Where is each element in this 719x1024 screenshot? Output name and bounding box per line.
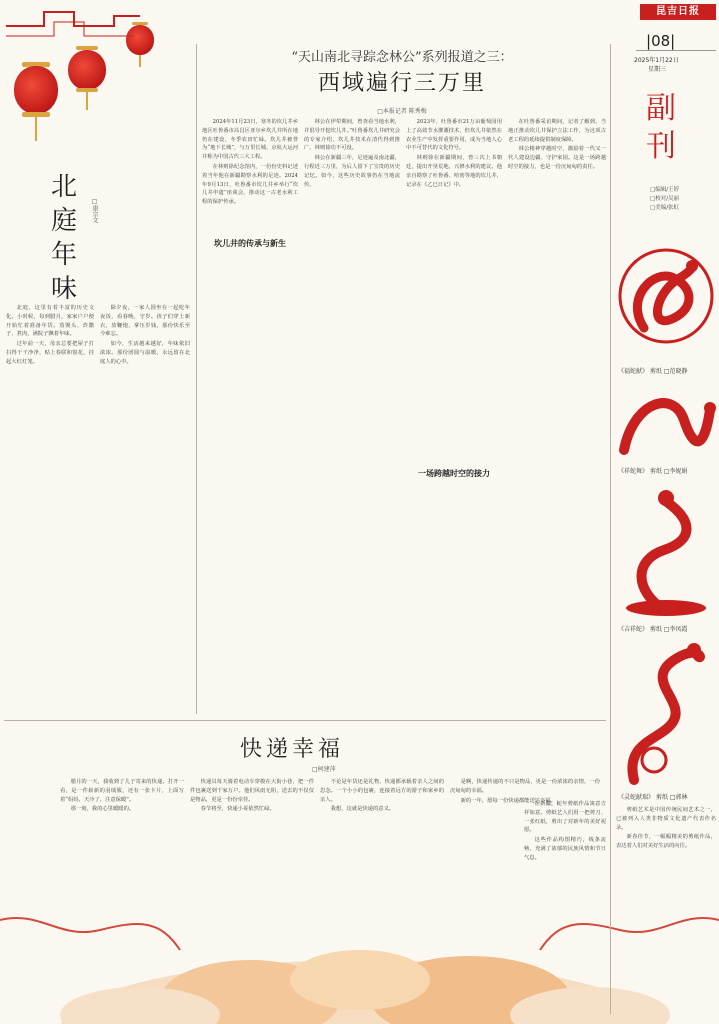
paragraph: 剪纸艺术是中国传统民间艺术之一，已被列入人类非物质文化遗产代表作名录。 (616, 807, 716, 831)
paragraph: 2024年11月23日，寒冬的坎儿井乡地区吐鲁番市高昌区亚尔乡坎儿井所在地仍在建设，冬季农田忙碌。坎儿井被誉为“地下长城”，与万里长城、京杭大运河并称为中国古代三大工程。 (202, 119, 298, 161)
paragraph: 林则徐在新疆期间，曾三次上书朝廷，提出开垦荒地、兴修水利的建议。他亲自勘察了吐鲁番、哈密等地的坎儿井，记录在《乙巳日记》中。 (406, 155, 502, 188)
decoration-clouds (0, 880, 719, 1024)
essay-title-beiting: 北庭年味 (50, 172, 77, 304)
essay1-column-1 (6, 304, 94, 724)
caption: 《吉祥蛇》 剪纸 □李凤霞 (618, 626, 688, 633)
editor-credits (650, 186, 679, 213)
paragraph: 过年前一天，母亲总要把屋子打扫得干干净净，贴上春联和窗花，挂起大红灯笼。 (6, 341, 94, 365)
caption: 《灵蛇献瑞》 剪纸 □郭林 (618, 794, 688, 801)
section-title: 副刊 (646, 91, 676, 164)
feature-column-4 (508, 118, 606, 708)
paragraph: 如今，生活越来越好，年味依旧浓浓。那份团圆与温暖，永远留在北庭人的心中。 (100, 341, 190, 365)
paragraph: 是啊，快递传递的不只是物品，更是一份浓浓的亲情，一份沉甸甸的幸福。 (450, 779, 600, 794)
editor-credit: □美编/张虹 (650, 205, 680, 211)
feature-subhead-1: 坎儿井的传承与新生 (214, 238, 286, 248)
paragraph: 林公在新疆三年，足迹遍及南北疆，行程近三万里，为后人留下了宝贵的历史记忆。如今，这些历史故事仍在当地流传。 (304, 155, 400, 188)
issue-weekday: 星期三 (648, 66, 667, 73)
paragraph: 这些作品构图精巧，线条流畅，充满了浓郁的民族风情和节日气息。 (524, 837, 606, 861)
paragraph: 林公在伊犁期间，曾查看当地水利，并倡导开挖坎儿井。”吐鲁番坎儿井研究会的专家介绍，坎儿井技术在清代得到推广，林则徐功不可没。 (304, 119, 400, 152)
article-byline: □本报记者 陈秀梅 (377, 108, 427, 115)
issue-date: 2025年1月22日 (634, 57, 679, 64)
paragraph: 那一刻，我的心里暖暖的。 (70, 806, 135, 813)
paragraph: 北庭，这里有着丰富的历史文化。小时候，每到腊月，家家户户便开始忙着准备年货。蒸馒头、炸馓子、煮肉，满院子飘着年味。 (6, 305, 94, 338)
paragraph: 在吐鲁番采访期间，记者了解到，当地正推动坎儿井保护立法工作，为这项古老工程的延续提供制度保障。 (508, 119, 606, 143)
paragraph: 2023年，吐鲁番市21万亩葡萄园用上了高效节水灌溉技术，但坎儿井依然在农业生产中发挥重要作用，成为当地人心中不可替代的文化符号。 (406, 119, 502, 152)
caption: 《祥蛇舞》 剪纸 □李妮娟 (618, 468, 688, 475)
essay1-column-2 (100, 304, 190, 724)
feature-subhead-2: 一场跨越时空的接力 (418, 468, 490, 478)
essay2-column-3 (320, 778, 444, 898)
paragraph: 快递员每天骑着电动车穿梭在大街小巷，把一件件包裹送到千家万户。他们风雨无阻，送去的不仅仅是物品，更是一份份牵挂。 (190, 779, 314, 803)
essay2-column-2 (190, 778, 314, 898)
essay-title-kuaidi: 快递幸福 (240, 737, 345, 762)
paragraph: 在新疆，蛇年剪纸作品寓意吉祥如意。剪纸艺人们用一把剪刀、一张红纸，剪出了对新年的美好祝愿。 (524, 801, 606, 834)
essay2-column-1 (60, 778, 184, 898)
snake-papercut-icon (614, 480, 718, 620)
paragraph: 腊月的一天，我收到了儿子寄来的快递。打开一看，是一件崭新的羽绒服，还有一张卡片，上面写着“妈妈，天冷了，注意保暖”。 (60, 779, 184, 803)
series-title: “天山南北寻踪念林公”系列报道之三： (291, 50, 513, 65)
feature-column-3 (406, 118, 502, 708)
feature-column-1 (202, 118, 298, 708)
essay-author: □康宗文 (91, 198, 98, 223)
snake-papercut-icon (614, 380, 718, 460)
right-column-2 (616, 806, 716, 886)
article-title: 西域遍行三万里 (317, 71, 486, 96)
lantern-icon (68, 50, 106, 90)
paragraph: 在林则徐纪念馆内，一份份史料记述着当年他在新疆勘察水利的足迹。2024年9月13日，吐鲁番市坎儿井乡举行“坎儿井申遗”座谈会，推动这一古老水利工程的保护传承。 (202, 163, 298, 206)
header-rule (636, 50, 716, 51)
right-column-1 (524, 800, 606, 896)
feature-column-2 (304, 118, 400, 708)
essay-author: □柯建萍 (312, 766, 336, 773)
caption: 《福蛇献》 剪纸 □范晓静 (618, 368, 688, 375)
snake-papercut-icon (614, 238, 718, 358)
paragraph: 林公精神穿越时空，激励着一代又一代人建设边疆、守护家园。这是一场跨越时空的接力，也是一份沉甸甸的责任。 (508, 146, 606, 170)
masthead: 昆吉日报 (640, 4, 716, 20)
paragraph: 新春佳节，一幅幅精美的剪纸作品，表达着人们对美好生活的向往。 (616, 834, 716, 850)
page-number: |08| (646, 32, 676, 50)
corner-pattern (4, 6, 144, 46)
paragraph: 我想，这就是快递的意义。 (330, 806, 395, 813)
snake-papercut-icon (614, 640, 718, 790)
editor-credit: □校对/吴丽 (650, 196, 680, 202)
paragraph: 春节将至，快递小哥依然忙碌。 (200, 806, 275, 813)
paragraph: 新的一年，愿每一份快递都能送达幸福。 (460, 797, 556, 804)
paragraph: 除夕夜，一家人围坐在一起吃年夜饭，看春晚，守岁。孩子们穿上新衣，放鞭炮，拿压岁钱，那份快乐至今难忘。 (100, 305, 190, 338)
editor-credit: □编辑/王婷 (650, 187, 680, 193)
lantern-icon (14, 66, 58, 114)
paragraph: 不论是年货还是礼物，快递都承载着亲人之间的思念。一个小小的包裹，连接着远方的游子和家乡的亲人。 (320, 779, 444, 803)
